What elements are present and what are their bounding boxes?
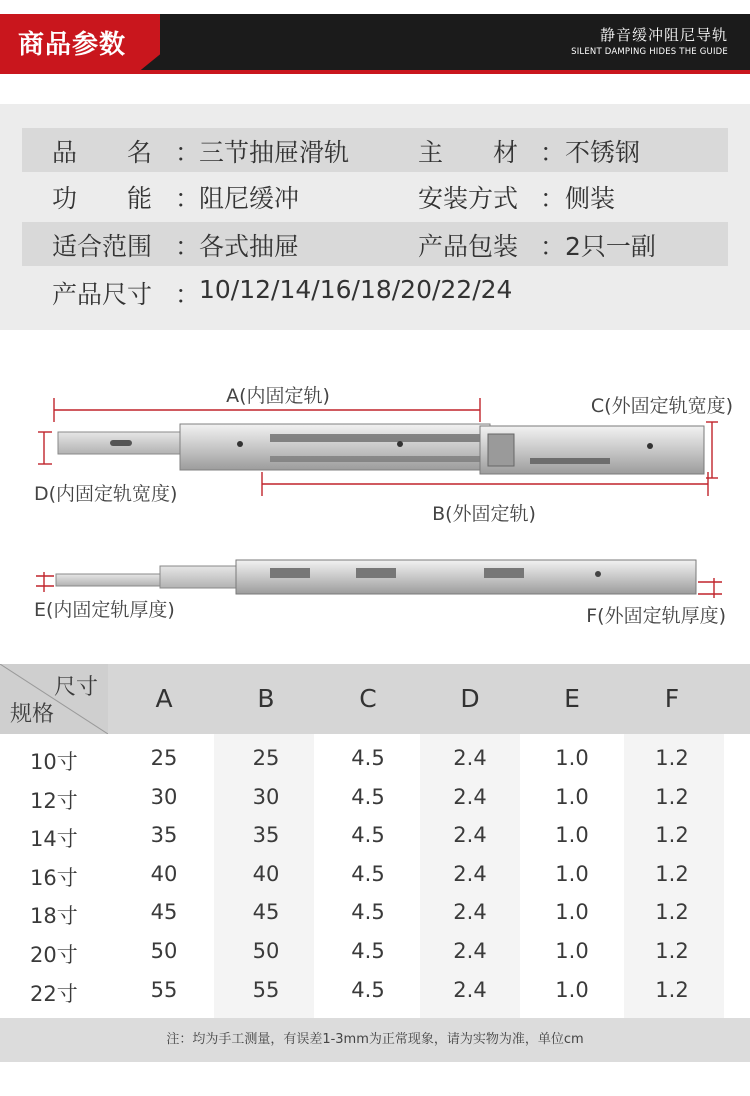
- table-cell: 4.5: [351, 861, 385, 886]
- param-left-value: 阻尼缓冲: [199, 184, 300, 213]
- table-cell: 45: [252, 900, 280, 925]
- ball-bearing-strip: [270, 434, 480, 442]
- header-a: A: [155, 684, 173, 713]
- param-left-value: 各式抽屉: [199, 232, 300, 261]
- table-cell: 1.2: [655, 746, 689, 770]
- table-cell: 4.5: [351, 823, 385, 848]
- label-d: D(内固定轨宽度): [34, 483, 178, 505]
- spec-table: [0, 664, 750, 1018]
- table-cell: 30: [150, 784, 178, 809]
- table-cell: 2.4: [453, 861, 487, 886]
- middle-rail-edge: [160, 566, 246, 588]
- corner-label-size: 尺寸: [53, 675, 98, 700]
- params-panel: [0, 104, 750, 330]
- label-a: A(内固定轨): [226, 385, 330, 407]
- param-row: [22, 174, 728, 218]
- damper-spring: [530, 458, 610, 464]
- param-row: [22, 222, 728, 266]
- label-f: F(外固定轨厚度): [586, 605, 726, 627]
- table-cell: 1.0: [555, 861, 589, 886]
- param-right-label: 产品包装: [418, 232, 519, 261]
- table-cell: 1.2: [655, 900, 689, 925]
- corner-label-spec: 规格: [10, 702, 55, 727]
- table-cell: 4.5: [351, 977, 385, 1002]
- header-c: C: [359, 684, 377, 713]
- screw-hole: [237, 441, 243, 447]
- table-cell: 4.5: [351, 939, 385, 963]
- rail-front-view: [58, 424, 704, 474]
- header-subtitle: [571, 24, 728, 57]
- table-cell: 2.4: [453, 900, 487, 925]
- dimension-f: [698, 578, 722, 598]
- param-colon: ：: [175, 232, 201, 261]
- table-cell: 45: [150, 900, 178, 925]
- param-right-label: 主 材: [418, 138, 519, 167]
- table-cell: 2.4: [453, 939, 487, 963]
- param-left-label: 适合范围: [52, 232, 153, 261]
- table-cell: 40: [150, 861, 178, 886]
- param-colon: ：: [175, 138, 201, 167]
- table-cell: 50: [252, 939, 280, 963]
- table-cell: 1.0: [555, 939, 589, 963]
- row-size-label: 12寸: [30, 788, 78, 813]
- table-cell: 2.4: [453, 784, 487, 809]
- mount-tab: [356, 568, 396, 578]
- param-left-label: 品 名: [52, 138, 153, 167]
- param-row: [22, 270, 728, 314]
- table-cell: 1.2: [655, 977, 689, 1002]
- param-left-label: 产品尺寸: [52, 280, 153, 309]
- table-corner: [0, 664, 108, 734]
- screw-hole: [397, 441, 403, 447]
- table-cell: 1.0: [555, 977, 589, 1002]
- slot-hole: [110, 440, 132, 446]
- header-banner: [0, 14, 750, 70]
- param-left-value: 10/12/14/16/18/20/22/24: [199, 275, 513, 304]
- subtitle-en: SILENT DAMPING HIDES THE GUIDE: [571, 47, 728, 57]
- table-cell: 4.5: [351, 746, 385, 770]
- row-size-label: 10寸: [30, 750, 78, 774]
- row-size-label: 22寸: [30, 981, 78, 1006]
- table-cell: 1.2: [655, 823, 689, 848]
- table-cell: 30: [252, 784, 280, 809]
- dimension-e: [36, 572, 54, 592]
- header-d: D: [460, 684, 480, 713]
- table-cell: 1.0: [555, 784, 589, 809]
- param-colon: ：: [175, 280, 201, 309]
- rail-side-view: [56, 560, 696, 594]
- table-cell: 1.0: [555, 823, 589, 848]
- row-size-label: 14寸: [30, 827, 78, 852]
- row-size-label: 18寸: [30, 904, 78, 929]
- param-right-value: 侧装: [565, 184, 616, 213]
- param-right-value: 不锈钢: [565, 138, 641, 167]
- table-cell: 2.4: [453, 823, 487, 848]
- header-e: E: [564, 684, 580, 713]
- middle-rail-section: [180, 424, 490, 470]
- param-colon: ：: [175, 184, 201, 213]
- damper-block: [488, 434, 514, 466]
- table-cell: 4.5: [351, 784, 385, 809]
- table-cell: 55: [252, 977, 280, 1002]
- measurement-note: 注：均为手工测量，有误差1-3mm为正常现象，请为实物为准，单位cm: [0, 1018, 750, 1062]
- dimension-c: [706, 422, 718, 478]
- row-size-label: 20寸: [30, 943, 78, 967]
- table-header: [0, 664, 750, 734]
- table-cell: 4.5: [351, 900, 385, 925]
- table-cell: 1.2: [655, 939, 689, 963]
- label-c: C(外固定轨宽度): [590, 395, 733, 417]
- param-right-label: 安装方式: [418, 184, 519, 213]
- table-cell: 35: [150, 823, 178, 848]
- param-row: [22, 128, 728, 172]
- param-left-value: 三节抽屉滑轨: [199, 138, 350, 167]
- table-cell: 1.2: [655, 784, 689, 809]
- param-colon: ：: [540, 232, 566, 261]
- table-cell: 2.4: [453, 746, 487, 770]
- header-red-line: [0, 70, 750, 74]
- header-f: F: [664, 684, 680, 713]
- dimension-d: [38, 432, 52, 464]
- table-cell: 1.0: [555, 746, 589, 770]
- table-cell: 50: [150, 939, 178, 963]
- section-title: 商品参数: [18, 30, 127, 60]
- mount-tab: [484, 568, 524, 578]
- param-right-value: 2只一副: [565, 232, 656, 261]
- ball-bearing-strip: [270, 456, 480, 462]
- screw-hole: [647, 443, 653, 449]
- subtitle-cn: 静音缓冲阻尼导轨: [599, 26, 728, 44]
- table-cell: 55: [150, 977, 178, 1002]
- table-cell: 1.0: [555, 900, 589, 925]
- label-e: E(内固定轨厚度): [34, 599, 175, 621]
- param-colon: ：: [540, 184, 566, 213]
- table-cell: 2.4: [453, 977, 487, 1002]
- param-left-label: 功 能: [52, 184, 153, 213]
- rail-illustration: [0, 360, 750, 660]
- table-cell: 35: [252, 823, 280, 848]
- mount-tab: [270, 568, 310, 578]
- header-b: B: [257, 684, 275, 713]
- table-cell: 25: [150, 746, 178, 770]
- dimension-b: [262, 472, 708, 496]
- label-b: B(外固定轨): [432, 503, 536, 525]
- table-cell: 40: [252, 861, 280, 886]
- row-size-label: 16寸: [30, 865, 78, 890]
- slide-rail-diagram: [0, 360, 750, 660]
- screw-hole: [595, 571, 601, 577]
- param-colon: ：: [540, 138, 566, 167]
- table-cell: 1.2: [655, 861, 689, 886]
- table-cell: 25: [252, 746, 280, 770]
